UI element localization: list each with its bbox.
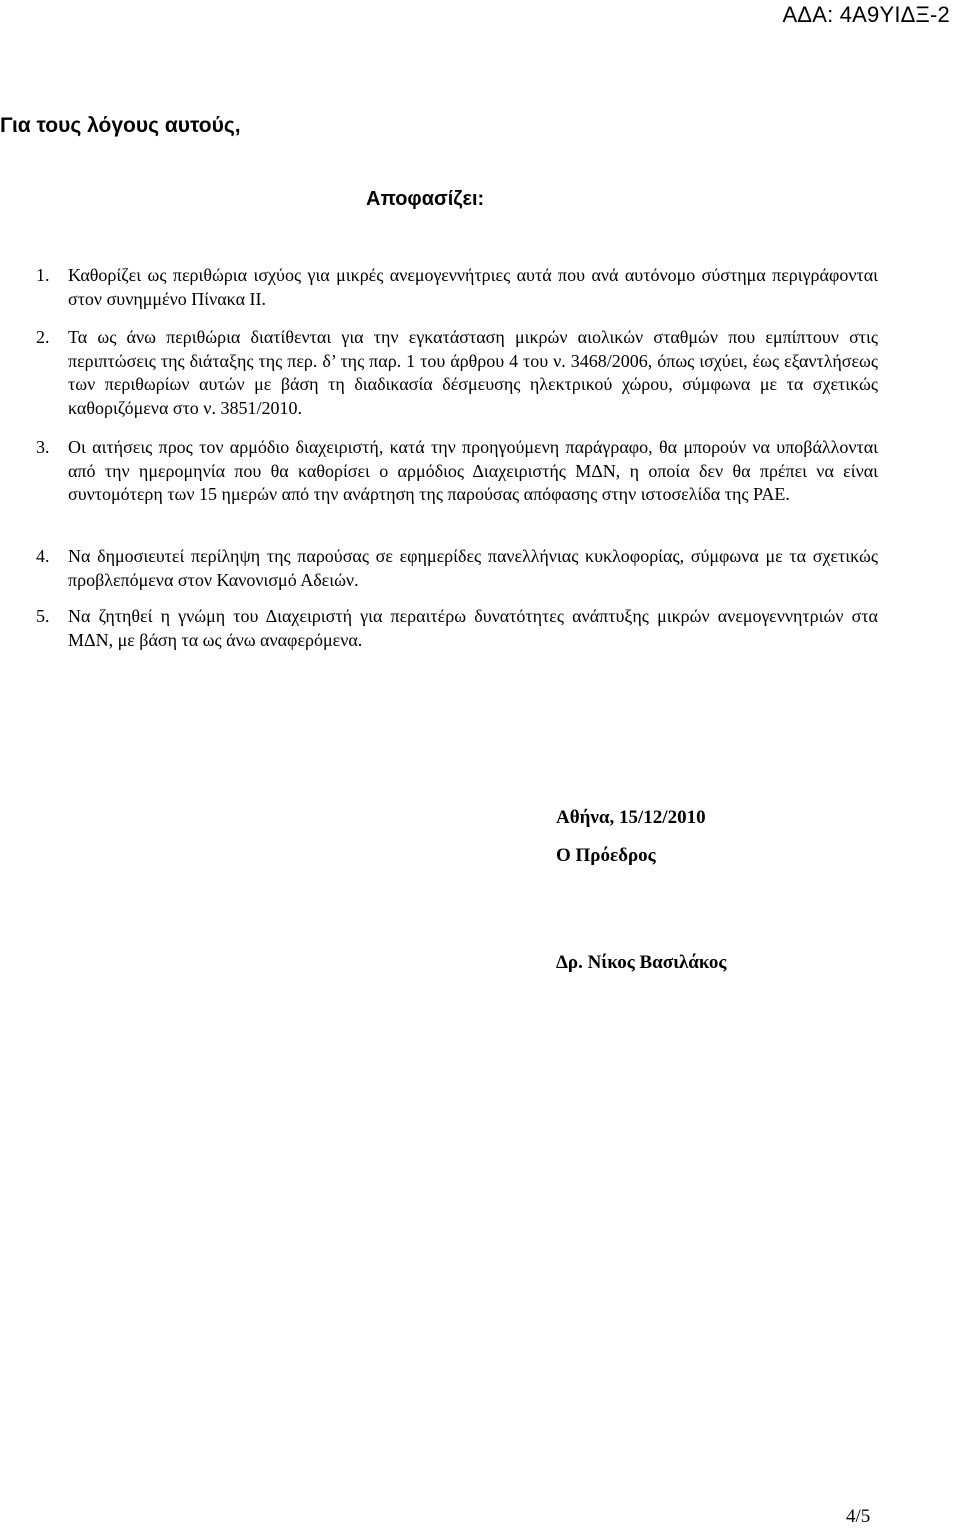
signatory-name: Δρ. Νίκος Βασιλάκος (556, 952, 727, 973)
ada-code: ΑΔΑ: 4Α9ΥΙΔΞ-2 (782, 2, 950, 27)
signatory-title: Ο Πρόεδρος (556, 845, 656, 866)
decision-item (36, 326, 878, 420)
item-number: 1. (36, 265, 50, 285)
decision-item (36, 436, 878, 507)
decision-item (36, 545, 878, 592)
item-number: 3. (36, 437, 50, 457)
intro-heading: Για τους λόγους αυτούς, (0, 114, 241, 137)
item-text: Να ζητηθεί η γνώμη του Διαχειριστή για περαιτέρω δυνατότητες ανάπτυξης μικρών ανεμογεννητριών στα ΜΔΝ, με βάση τα ως άνω αναφερόμενα. (68, 606, 878, 650)
item-text: Οι αιτήσεις προς τον αρμόδιο διαχειριστή, κατά την προηγούμενη παράγραφο, θα μπορούν να υποβάλλονται από την ημερομηνία που θα καθορίσει ο αρμόδιος Διαχειριστής ΜΔΝ, η οποία δεν θα πρέπει να είναι συντομότερη των 15 ημερών από την ανάρτηση της παρούσας απόφασης στην ιστοσελίδα της ΡΑΕ. (68, 437, 878, 504)
page-number: 4/5 (846, 1506, 871, 1527)
decision-item (36, 264, 878, 311)
item-text: Τα ως άνω περιθώρια διατίθενται για την εγκατάσταση μικρών αιολικών σταθμών που εμπίπτουν στις περιπτώσεις της διάταξης της περ. δ’ της παρ. 1 του άρθρου 4 του ν. 3468/2006, όπως ισχύει, έως εξαντλήσεως των περιθωρίων αυτών με βάση τη διαδικασία δέσμευσης ηλεκτρικού χώρου, σύμφωνα με τα σχετικώς καθοριζόμενα στο ν. 3851/2010. (68, 327, 878, 418)
item-text: Καθορίζει ως περιθώρια ισχύος για μικρές ανεμογεννήτριες αυτά που ανά αυτόνομο σύστημα περιγράφονται στον συνημμένο Πίνακα ΙΙ. (68, 265, 878, 309)
place-date: Αθήνα, 15/12/2010 (556, 807, 706, 828)
decision-item (36, 605, 878, 652)
item-number: 2. (36, 327, 50, 347)
item-number: 5. (36, 606, 50, 626)
item-number: 4. (36, 546, 50, 566)
decision-heading: Αποφασίζει: (366, 188, 485, 210)
item-text: Να δημοσιευτεί περίληψη της παρούσας σε εφημερίδες πανελλήνιας κυκλοφορίας, σύμφωνα με τα σχετικώς προβλεπόμενα στον Κανονισμό Αδειών. (68, 546, 878, 590)
